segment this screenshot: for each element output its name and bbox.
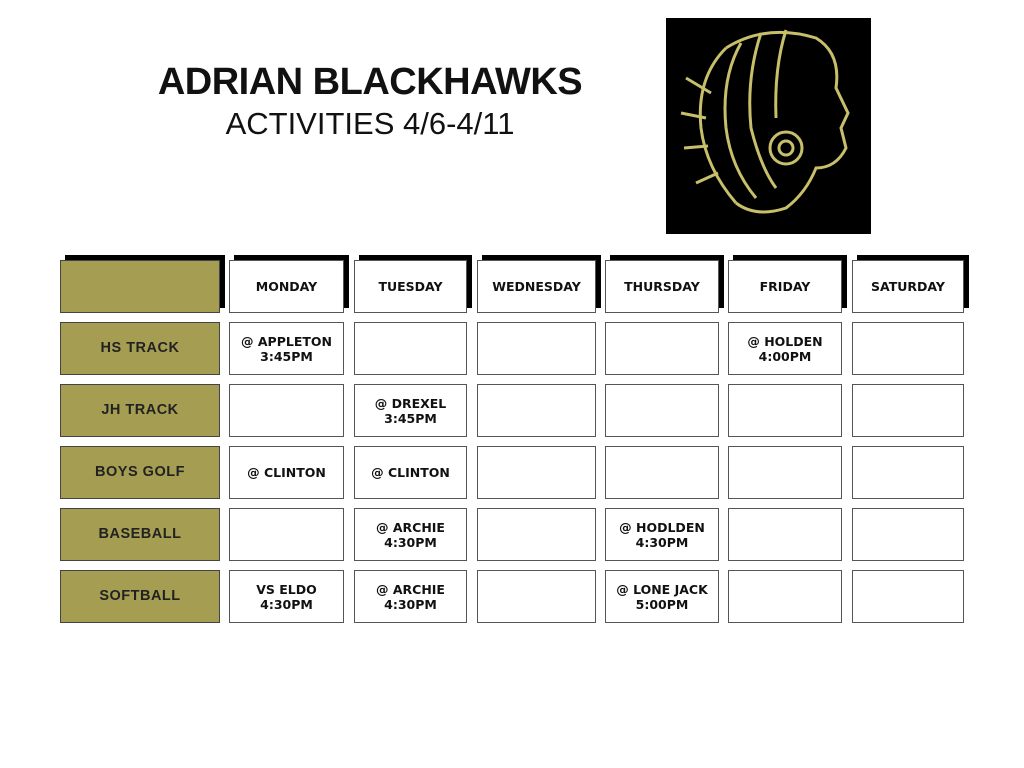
schedule-cell: @ HODLDEN 4:30PM (605, 508, 719, 561)
schedule-cell: @ CLINTON (354, 446, 467, 499)
schedule-cell (605, 446, 719, 499)
activity-label: HS TRACK (60, 322, 220, 375)
schedule-cell (852, 570, 964, 623)
schedule-cell: @ APPLETON 3:45PM (229, 322, 344, 375)
blackhawk-logo-icon (666, 18, 871, 234)
schedule-cell (728, 508, 842, 561)
activity-label: SOFTBALL (60, 570, 220, 623)
schedule-cell (728, 384, 842, 437)
schedule-cell (728, 446, 842, 499)
day-header-wednesday: WEDNESDAY (477, 260, 596, 313)
schedule-cell (477, 446, 596, 499)
page-subtitle: ACTIVITIES 4/6-4/11 (225, 106, 515, 141)
day-header-thursday: THURSDAY (605, 260, 719, 313)
schedule-cell: @ HOLDEN 4:00PM (728, 322, 842, 375)
schedule-cell (354, 322, 467, 375)
schedule-cell (605, 384, 719, 437)
schedule-cell (852, 384, 964, 437)
schedule-cell: @ DREXEL 3:45PM (354, 384, 467, 437)
schedule-cell (852, 322, 964, 375)
schedule-cell (477, 570, 596, 623)
schedule-cell: @ ARCHIE 4:30PM (354, 570, 467, 623)
schedule-cell (477, 322, 596, 375)
activity-label: BOYS GOLF (60, 446, 220, 499)
schedule-cell (477, 508, 596, 561)
activity-label: JH TRACK (60, 384, 220, 437)
day-header-saturday: SATURDAY (852, 260, 964, 313)
day-header-monday: MONDAY (229, 260, 344, 313)
schedule-cell: @ ARCHIE 4:30PM (354, 508, 467, 561)
schedule-cell (229, 384, 344, 437)
schedule-cell (229, 508, 344, 561)
schedule-cell: @ LONE JACK 5:00PM (605, 570, 719, 623)
schedule-cell: VS ELDO 4:30PM (229, 570, 344, 623)
schedule-cell (852, 508, 964, 561)
day-header-tuesday: TUESDAY (354, 260, 467, 313)
activity-label: BASEBALL (60, 508, 220, 561)
schedule-cell (477, 384, 596, 437)
page-title: ADRIAN BLACKHAWKS (157, 61, 583, 103)
schedule-cell (728, 570, 842, 623)
header-corner-cell (60, 260, 220, 313)
day-header-friday: FRIDAY (728, 260, 842, 313)
schedule-cell (605, 322, 719, 375)
schedule-cell (852, 446, 964, 499)
schedule-cell: @ CLINTON (229, 446, 344, 499)
